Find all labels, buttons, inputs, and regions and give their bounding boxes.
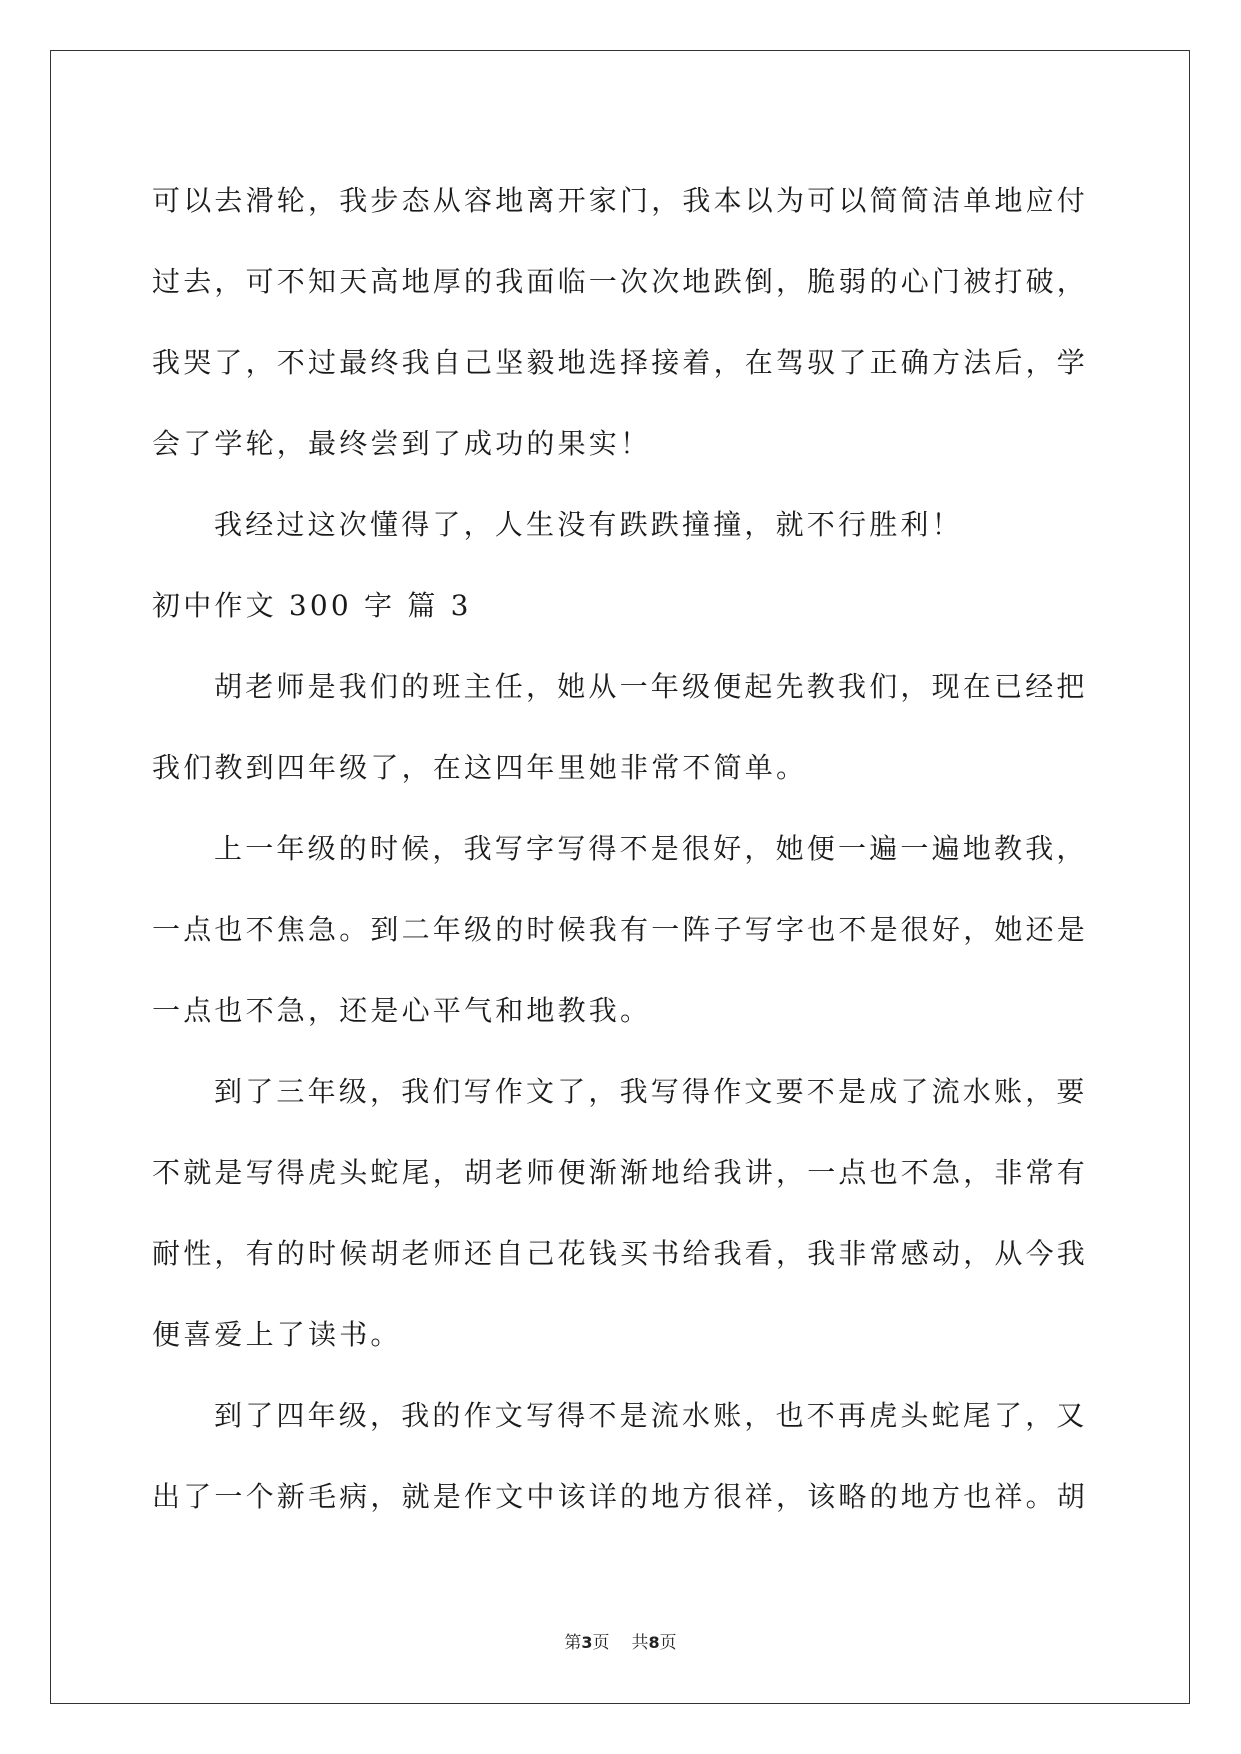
text-line: 便喜爱上了读书。 [152,1318,402,1351]
footer-total-prefix: 共 [631,1633,649,1653]
paragraph-line: 到了四年级，我的作文写得不是流水账，也不再虎头蛇尾了，又 [214,1399,1088,1432]
text-line: 会了学轮，最终尝到了成功的果实！ [152,427,652,460]
text-line: 可以去滑轮，我步态从容地离开家门，我本以为可以简简洁单地应付 [152,184,1089,217]
text-line: 耐性，有的时候胡老师还自己花钱买书给我看，我非常感动，从今我 [152,1237,1089,1270]
page-footer [0,1628,1241,1653]
footer-prefix: 第 [564,1633,582,1653]
text-line: 不就是写得虎头蛇尾，胡老师便渐渐地给我讲，一点也不急，非常有 [152,1156,1089,1189]
text-line: 一点也不焦急。到二年级的时候我有一阵子写字也不是很好，她还是 [152,913,1089,946]
paragraph-line: 我经过这次懂得了，人生没有跌跌撞撞，就不行胜利！ [214,508,963,541]
footer-total-suffix: 页 [659,1633,677,1653]
paragraph-line: 到了三年级，我们写作文了，我写得作文要不是成了流水账，要 [214,1075,1088,1108]
text-line: 我哭了，不过最终我自己坚毅地选择接着，在驾驭了正确方法后，学 [152,346,1089,379]
total-page-number: 8 [648,1633,660,1652]
footer-page-suffix: 页 [592,1633,610,1653]
section-heading: 初中作文 300 字 篇 3 [152,589,472,622]
text-line: 过去，可不知天高地厚的我面临一次次地跌倒，脆弱的心门被打破， [152,265,1089,298]
text-line: 出了一个新毛病，就是作文中该详的地方很祥，该略的地方也祥。胡 [152,1480,1089,1513]
text-line: 我们教到四年级了，在这四年里她非常不简单。 [152,751,808,784]
current-page-number: 3 [581,1633,593,1652]
document-body [152,160,1092,1537]
paragraph-line: 上一年级的时候，我写字写得不是很好，她便一遍一遍地教我， [214,832,1088,865]
paragraph-line: 胡老师是我们的班主任，她从一年级便起先教我们，现在已经把 [214,670,1088,703]
text-line: 一点也不急，还是心平气和地教我。 [152,994,652,1027]
